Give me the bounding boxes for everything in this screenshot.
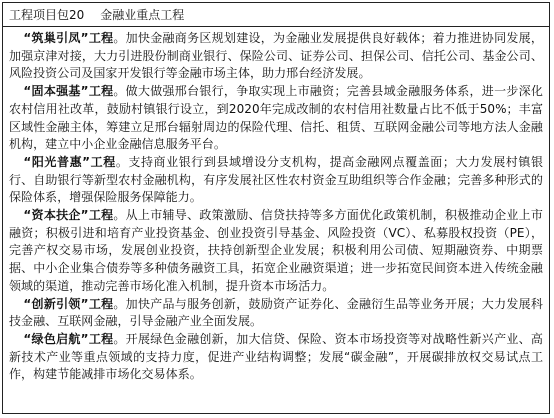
paragraph-item (9, 83, 543, 154)
paragraph-text: 。做大做强邢台银行，争取实现上市融资；完善县域金融服务体系，进一步深化农村信用社改革，鼓励村镇银行设立，到2020年完成改制的农村信用社数量占比不低于50%；丰富区域性金融主体，筹建立足邢台辐射周边的保险代理、信托、租赁、互联网金融公司等地方法人金融机构，建立中小企业金融信息服务平台。 (9, 84, 543, 152)
paragraph-item (9, 296, 543, 331)
paragraph-text: 。加快产品与服务创新，鼓励资产证券化、金融衍生品等业务开展；大力发展科技金融、互联网金融，引导金融产业全面发展。 (9, 296, 543, 329)
paragraph-text: 。从上市辅导、政策激励、信贷扶持等多方面优化政策机制，积极推动企业上市融资；积极引进和培育产业投资基金、创业投资引导基金、风险投资（VC）、私募股权投资（PE），完善产权交易市场，发展创业投资，扶持创新型企业发展；积极利用公司债、短期融资券、中期票据、中小企业集合债券等多种债务融资工具，拓宽企业融资渠道；进一步拓宽民间资本进入传统金融领域的渠道，推动完善市场化准入机制，提升资本市场活力。 (9, 208, 543, 293)
paragraph-lead: “筑巢引凤”工程 (23, 31, 114, 45)
paragraph-item (9, 207, 543, 296)
paragraph-item (9, 331, 543, 384)
document-panel (2, 2, 550, 414)
paragraph-text: 。支持商业银行到县域增设分支机构，提高金融网点覆盖面；大力发展村镇银行、自助银行等新型农村金融机构，有序发展社区性农村资金互助组织等合作金融；完善多种形式的保险体系，增强保险服务保障能力。 (9, 154, 543, 205)
package-label: 工程项目包20 (9, 8, 85, 22)
document-title: 金融业重点工程 (100, 8, 185, 22)
paragraph-lead: “固本强基”工程 (23, 84, 114, 99)
paragraph-lead: “绿色启航”工程 (23, 331, 114, 346)
paragraph-lead: “阳光普惠”工程 (23, 154, 116, 169)
paragraph-text: 。开展绿色金融创新，加大信贷、保险、资本市场投资等对战略性新兴产业、高新技术产业等重点领域的支持力度，促进产业结构调整；发展“碳金融”，开展碳排放权交易试点工作，构建节能减排市场化交易体系。 (9, 331, 543, 382)
document-header (3, 3, 549, 27)
document-body (3, 27, 549, 384)
paragraph-item (9, 154, 543, 207)
paragraph-lead: “资本扶企”工程 (23, 208, 114, 223)
paragraph-item (9, 30, 543, 83)
paragraph-lead: “创新引领”工程 (23, 296, 114, 311)
paragraph-text: 。加快金融商务区规划建设，为金融业发展提供良好载体；着力推进协同发展，加强京津对接，大力引进股份制商业银行、保险公司、证券公司、担保公司、信托公司、基金公司、风险投资公司及国家开发银行等金融市场主体，助力邢台经济发展。 (9, 31, 543, 81)
